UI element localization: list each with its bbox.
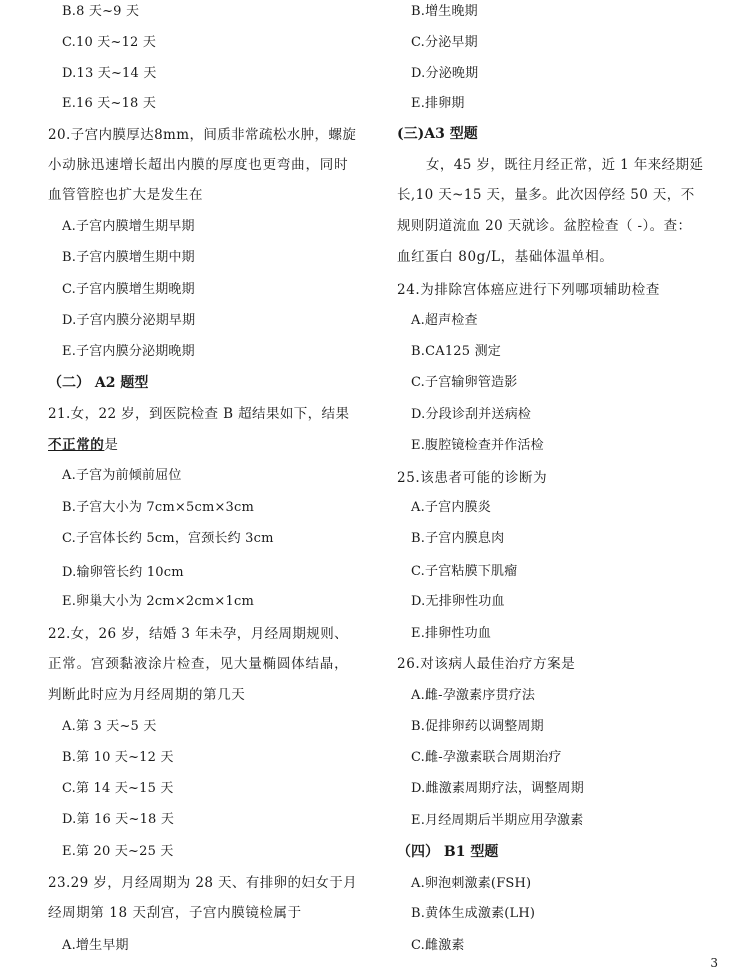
question-20-line-2: 小动脉迅速增长超出内膜的厚度也更弯曲，同时 bbox=[48, 157, 348, 173]
case-line-4: 血红蛋白 80g/L，基础体温单相。 bbox=[397, 249, 614, 265]
question-21-line-1: 21.女，22 岁，到医院检查 B 超结果如下，结果 bbox=[48, 406, 350, 422]
q23-option-b: B.增生晚期 bbox=[411, 4, 478, 19]
section-heading-b1: （四） B1 型题 bbox=[397, 844, 499, 860]
q25-option-c: C.子宫粘膜下肌瘤 bbox=[411, 564, 518, 579]
q22-option-e: E.第 20 天~25 天 bbox=[62, 844, 174, 859]
b1-option-b: B.黄体生成激素(LH) bbox=[411, 906, 536, 921]
question-26-stem: 26.对该病人最佳治疗方案是 bbox=[397, 656, 576, 672]
q21-option-e: E.卵巢大小为 2cm×2cm×1cm bbox=[62, 594, 254, 609]
q21-option-a: A.子宫为前倾前屈位 bbox=[62, 468, 182, 483]
q21-option-c: C.子宫体长约 5cm，宫颈长约 3cm bbox=[62, 531, 274, 546]
q20-option-a: A.子宫内膜增生期早期 bbox=[62, 219, 195, 234]
case-line-3: 规则阴道流血 20 天就诊。盆腔检查（ -）。查： bbox=[397, 218, 692, 234]
q26-option-b: B.促排卵药以调整周期 bbox=[411, 719, 544, 734]
option-c: C.10 天~12 天 bbox=[62, 35, 157, 50]
section-heading-a2: （二） A2 题型 bbox=[48, 375, 149, 391]
question-23-line-2: 经周期第 18 天刮宫，子宫内膜镜检属于 bbox=[48, 905, 302, 921]
question-20-line-1: 20.子宫内膜厚达8mm，间质非常疏松水肿，螺旋 bbox=[48, 127, 357, 143]
q26-option-d: D.雌激素周期疗法，调整周期 bbox=[411, 781, 584, 796]
q26-option-c: C.雌-孕激素联合周期治疗 bbox=[411, 750, 562, 765]
q26-option-e: E.月经周期后半期应用孕激素 bbox=[411, 813, 584, 828]
q23-option-d: D.分泌晚期 bbox=[411, 66, 479, 81]
emphasis-text: 不正常的 bbox=[48, 437, 105, 453]
q25-option-a: A.子宫内膜炎 bbox=[411, 500, 491, 515]
section-heading-a3: (三)A3 型题 bbox=[397, 126, 478, 142]
q24-option-d: D.分段诊刮并送病检 bbox=[411, 407, 532, 422]
q20-option-b: B.子宫内膜增生期中期 bbox=[62, 250, 195, 265]
b1-option-a: A.卵泡刺激素(FSH) bbox=[411, 876, 532, 891]
option-b: B.8 天~9 天 bbox=[62, 4, 140, 19]
q21-option-d: D.输卵管长约 10cm bbox=[62, 565, 184, 580]
q23-option-c: C.分泌早期 bbox=[411, 35, 478, 50]
option-e: E.16 天~18 天 bbox=[62, 96, 157, 111]
case-line-1: 女，45 岁，既往月经正常，近 1 年来经期延 bbox=[426, 157, 704, 173]
q24-option-a: A.超声检查 bbox=[411, 313, 478, 328]
case-line-2: 长,10 天~15 天，量多。此次因停经 50 天，不 bbox=[397, 187, 695, 203]
question-23-line-1: 23.29 岁，月经周期为 28 天、有排卵的妇女于月 bbox=[48, 875, 357, 891]
q22-option-d: D.第 16 天~18 天 bbox=[62, 812, 175, 827]
question-24-stem: 24.为排除宫体癌应进行下列哪项辅助检查 bbox=[397, 282, 660, 298]
q24-option-e: E.腹腔镜检查并作活检 bbox=[411, 438, 544, 453]
q22-option-b: B.第 10 天~12 天 bbox=[62, 750, 174, 765]
q22-option-c: C.第 14 天~15 天 bbox=[62, 781, 174, 796]
question-22-line-3: 判断此时应为月经周期的第几天 bbox=[48, 687, 246, 703]
question-22-line-1: 22.女，26 岁，结婚 3 年未孕，月经周期规则、 bbox=[48, 626, 349, 642]
q21-option-b: B.子宫大小为 7cm×5cm×3cm bbox=[62, 500, 255, 515]
q26-option-a: A.雌-孕激素序贯疗法 bbox=[411, 688, 536, 703]
q23-option-a: A.增生早期 bbox=[62, 938, 129, 953]
question-22-line-2: 正常。宫颈黏液涂片检查，见大量椭圆体结晶， bbox=[48, 656, 348, 672]
q24-option-c: C.子宫输卵管造影 bbox=[411, 375, 518, 390]
q25-option-d: D.无排卵性功血 bbox=[411, 594, 505, 609]
question-25-stem: 25.该患者可能的诊断为 bbox=[397, 470, 548, 486]
q23-option-e: E.排卵期 bbox=[411, 96, 465, 111]
q20-option-e: E.子宫内膜分泌期晚期 bbox=[62, 344, 195, 359]
q25-option-b: B.子宫内膜息肉 bbox=[411, 531, 505, 546]
q25-option-e: E.排卵性功血 bbox=[411, 626, 492, 641]
question-20-line-3: 血管管腔也扩大是发生在 bbox=[48, 187, 204, 203]
b1-option-c: C.雌激素 bbox=[411, 938, 465, 953]
option-d: D.13 天~14 天 bbox=[62, 66, 157, 81]
q20-option-c: C.子宫内膜增生期晚期 bbox=[62, 282, 195, 297]
q24-option-b: B.CA125 测定 bbox=[411, 344, 501, 359]
question-21-line-2 bbox=[48, 437, 119, 453]
page-number: 3 bbox=[710, 956, 718, 970]
q22-option-a: A.第 3 天~5 天 bbox=[62, 719, 157, 734]
q20-option-d: D.子宫内膜分泌期早期 bbox=[62, 313, 196, 328]
question-21-tail: 是 bbox=[104, 437, 119, 453]
